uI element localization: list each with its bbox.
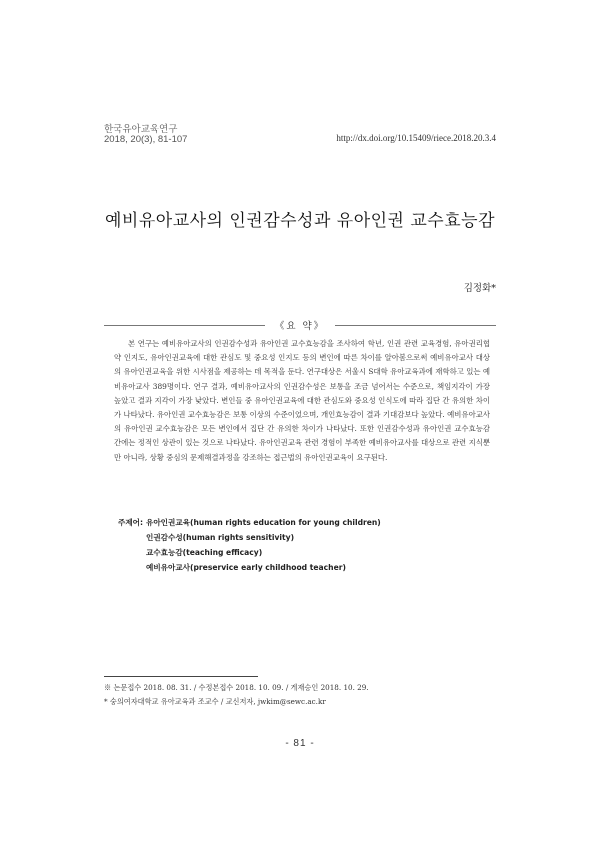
author-name: 김정화* xyxy=(463,283,496,294)
page-number: - 81 - xyxy=(285,738,315,749)
abstract-body: 본 연구는 예비유아교사의 인권감수성과 유아인권 교수효능감을 조사하여 학년, 인권 관련 교육경험, 유아권리협약 인지도, 유아인권교육에 대한 관심도 및 중요성 인지도 등의 변인에 따른 차이를 알아봄으로써 예비유아교사 대상의 유아인권교육을 위한 시사점을 제공하는 데 목적을 둔다. 연구대상은 서울시 S대학 유아교육과에 재학하고 있는 예비유아교사 389명이다. 연구 결과, 예비유아교사의 인권감수성은 보통을 조금 넘어서는 수준으로, 책임지각이 가장 높았고 결과 지각이 가장 낮았다. 변인들 중 유아인권교육에 대한 관심도와 중요성 인식도에 따라 집단 간 유의한 차이가 나타났다. 유아인권 교수효능감은 보통 이상의 수준이었으며, 개인효능감이 결과 기대감보다 높았다. 예비유아교사의 유아인권 교수효능감은 모든 변인에서 집단 간 유의한 차이가 나타났다. 또한 인권감수성과 유아인권 교수효능감 간에는 정적인 상관이 있는 것으로 나타났다. 유아인권교육 관련 경험이 부족한 예비유아교사를 대상으로 관련 지식뿐만 아니라, 상황 중심의 문제해결과정을 강조하는 접근법의 유아인권교육이 요구된다. xyxy=(114,339,490,462)
paper-title: 예비유아교사의 인권감수성과 유아인권 교수효능감 xyxy=(105,211,495,231)
abstract-heading: 《요 약》 xyxy=(274,321,326,332)
journal-name: 한국유아교육연구 xyxy=(104,124,178,135)
keyword-item: 유아인권교육(human rights education for young children) xyxy=(146,518,381,527)
journal-volume: 2018, 20(3), 81-107 xyxy=(104,134,188,145)
footnote-dates: ※ 논문접수 2018. 08. 31. / 수정본접수 2018. 10. 09. / 게재승인 2018. 10. 29. xyxy=(104,683,369,692)
keyword-item: 인권감수성(human rights sensitivity) xyxy=(146,533,295,542)
abstract-rule-left xyxy=(104,325,265,326)
keywords-label: 주제어: xyxy=(118,518,144,527)
keyword-item: 교수효능감(teaching efficacy) xyxy=(146,548,263,557)
doi-link[interactable]: http://dx.doi.org/10.15409/riece.2018.20.3.4 xyxy=(336,133,496,143)
abstract-heading-row xyxy=(104,318,496,332)
keyword-item: 예비유아교사(preservice early childhood teacher) xyxy=(146,563,346,572)
footnote-author-info: * 숭의여자대학교 유아교육과 조교수 / 교신저자, jwkim@sewc.ac.kr xyxy=(104,697,326,706)
abstract-rule-right xyxy=(335,325,496,326)
footnote-divider xyxy=(104,676,258,677)
